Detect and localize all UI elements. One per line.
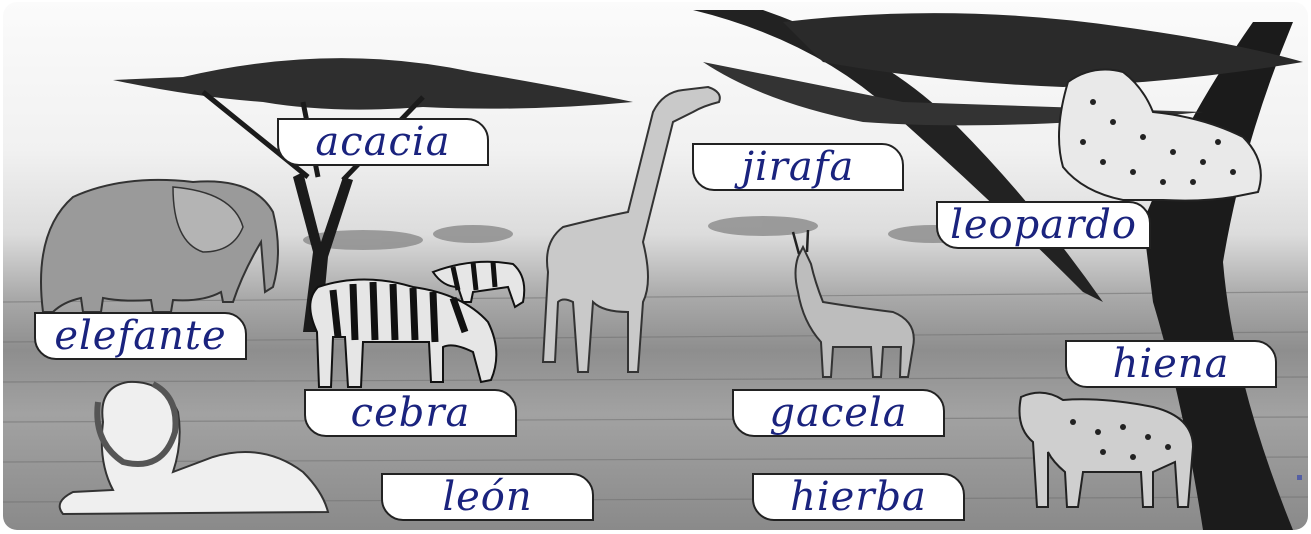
lion-illustration — [60, 382, 328, 514]
label-leopardo: leopardo — [936, 201, 1151, 249]
label-hiena: hiena — [1065, 340, 1277, 388]
label-acacia: acacia — [277, 118, 489, 166]
label-leon: león — [381, 473, 594, 521]
corner-mark — [1297, 475, 1302, 480]
label-gacela: gacela — [732, 389, 945, 437]
savanna-illustration — [3, 2, 1308, 530]
tree-right — [693, 10, 1303, 530]
label-elefante: elefante — [34, 312, 247, 360]
label-hierba: hierba — [752, 473, 965, 521]
giraffe-illustration — [543, 87, 720, 372]
gazelle-illustration — [793, 230, 914, 377]
label-jirafa: jirafa — [692, 143, 904, 191]
savanna-scene — [3, 2, 1308, 530]
hyena-illustration — [1020, 393, 1194, 507]
zebra-illustration — [310, 262, 524, 387]
elephant-illustration — [41, 180, 278, 312]
label-cebra: cebra — [304, 389, 517, 437]
